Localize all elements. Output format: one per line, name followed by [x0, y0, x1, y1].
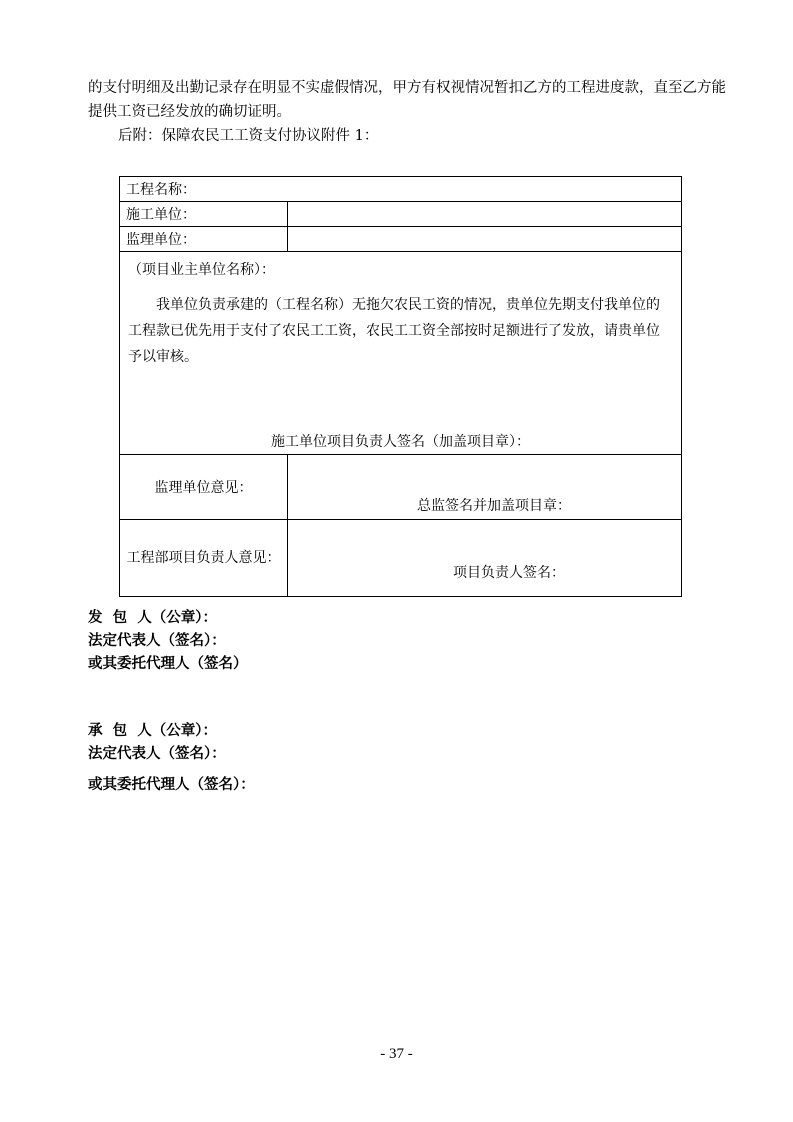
party-a-block: [88, 607, 248, 676]
project-name-field: 工程名称：: [120, 177, 682, 202]
party-b-rep-line: 法定代表人（签名）：: [88, 746, 226, 762]
letter-body: 我单位负责承建的（工程名称）无拖欠农民工资的情况，贵单位先期支付我单位的工程款已优先用于支付了农民工工资，农民工工资全部按时足额进行了发放，请贵单位予以审核。: [128, 297, 660, 365]
supervisor-signature-line: 总监签名并加盖项目章：: [417, 498, 571, 514]
party-b-seal-line: 承 包 人（公章）：: [88, 723, 217, 739]
supervisor-opinion-cell: [288, 455, 682, 520]
supervisor-opinion-label: 监理单位意见：: [120, 455, 288, 520]
contractor-label: 施工单位：: [120, 202, 288, 227]
party-b-block: [88, 720, 255, 797]
dept-signature-line: 项目负责人签名：: [453, 565, 565, 581]
intro-paragraph: 的支付明细及出勤记录存在明显不实虚假情况，甲方有权视情况暂扣乙方的工程进度款，直至乙方能提供工资已经发放的确切证明。: [88, 80, 726, 120]
letter-addressee: （项目业主单位名称）：: [128, 262, 275, 278]
supervisor-value: [288, 227, 682, 252]
party-a-agent-line: 或其委托代理人（签名）: [88, 656, 248, 672]
dept-opinion-cell: [288, 520, 682, 597]
wage-payment-form: [119, 176, 682, 597]
declaration-letter: [120, 252, 682, 455]
page-number: - 37 -: [380, 1046, 413, 1062]
contractor-value: [288, 202, 682, 227]
appendix-note: 后附：保障农民工工资支付协议附件 1：: [118, 128, 379, 144]
party-a-rep-line: 法定代表人（签名）：: [88, 633, 226, 649]
dept-opinion-label: 工程部项目负责人意见：: [120, 520, 288, 597]
party-a-seal-line: 发 包 人（公章）：: [88, 610, 217, 626]
supervisor-label: 监理单位：: [120, 227, 288, 252]
contractor-signature-line: 施工单位项目负责人签名（加盖项目章）：: [271, 434, 530, 450]
party-b-agent-line: 或其委托代理人（签名）：: [88, 777, 255, 793]
